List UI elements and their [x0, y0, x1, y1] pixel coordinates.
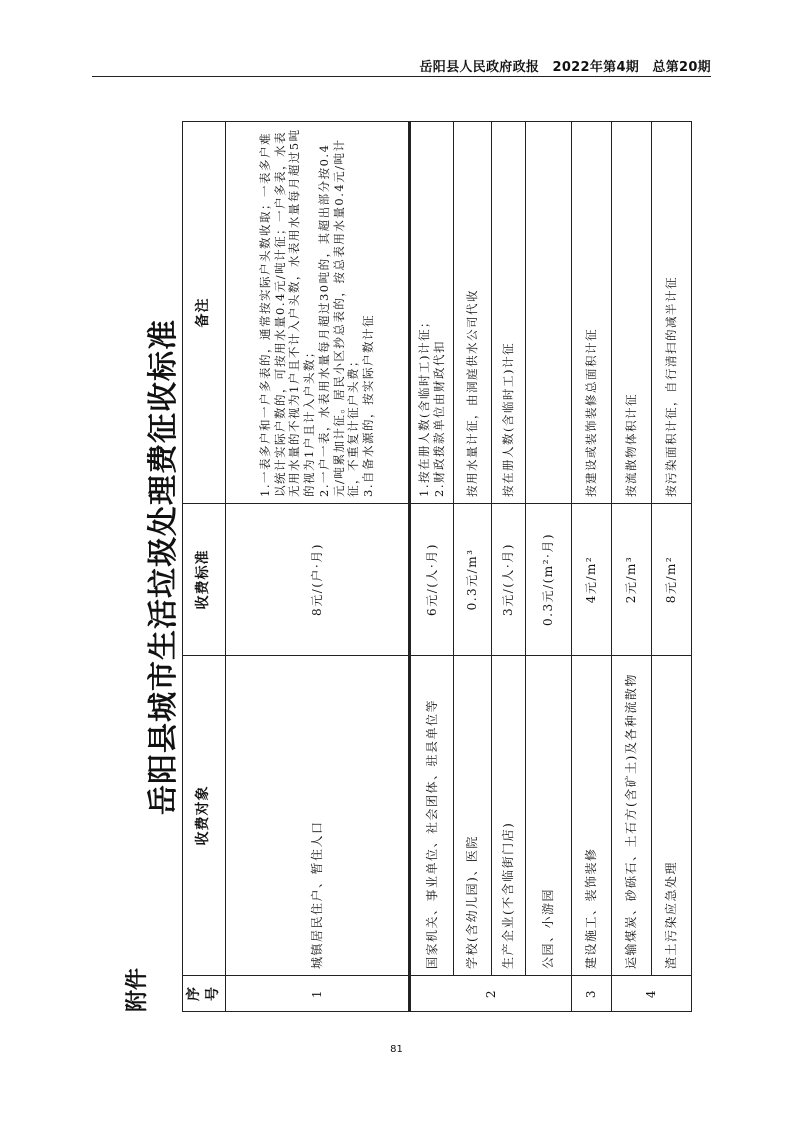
fee-standard: 2元/m³ — [611, 504, 651, 656]
table-row — [651, 122, 691, 1012]
table-row — [453, 122, 491, 1012]
note-line: 3.自备水源的，按实际户数计征 — [360, 314, 375, 497]
fee-object: 公园、小游园 — [525, 656, 571, 976]
fee-standard: 6元/(人·月) — [409, 504, 453, 656]
header-rule — [92, 76, 711, 77]
row-number: 3 — [571, 976, 611, 1012]
table-row — [525, 122, 571, 1012]
row-number: 2 — [409, 976, 571, 1012]
fee-note: 按在册人数(含临时工)计征 — [491, 122, 525, 504]
fee-object: 生产企业(不含临街门店) — [491, 656, 525, 976]
gazette-header: 岳阳县人民政府政报 2022年第4期 总第20期 — [419, 60, 711, 75]
fee-note: 按建设或装饰装修总面积计征 — [571, 122, 611, 504]
annex-label: 附件 — [125, 967, 150, 1012]
fee-standard: 8元/(户·月) — [225, 504, 409, 656]
header-no: 序号 — [183, 976, 226, 1012]
table-row — [571, 122, 611, 1012]
header-note: 备注 — [183, 122, 226, 504]
fee-standard-table — [182, 121, 692, 1012]
note-line: 1.按在册人数(含临时工)计征； — [417, 315, 432, 497]
fee-object: 运输煤炭、砂砾石、土石方(含矿土)及各种流散物 — [611, 656, 651, 976]
fee-object: 渣土污染应急处理 — [651, 656, 691, 976]
page-number: 81 — [390, 1044, 403, 1055]
fee-note — [525, 122, 571, 504]
fee-object: 学校(含幼儿园)、医院 — [453, 656, 491, 976]
fee-note — [225, 122, 409, 504]
fee-note — [409, 122, 453, 504]
fee-standard: 8元/m² — [651, 504, 691, 656]
row-number: 1 — [225, 976, 409, 1012]
fee-note: 按用水量计征，由洞庭供水公司代收 — [453, 122, 491, 504]
table-row — [611, 122, 651, 1012]
table-header-row — [183, 122, 226, 1012]
rotated-document-stage — [120, 122, 680, 1012]
fee-standard: 0.3元/m³ — [453, 504, 491, 656]
table-row — [491, 122, 525, 1012]
fee-standard: 4元/m² — [571, 504, 611, 656]
fee-object: 城镇居民住户、暂住人口 — [225, 656, 409, 976]
note-line: 2.一户一表，水表用水量每月超过30吨的，其超出部分按0.4元/吨累加计征。居民小区抄总表的，按总表用水量0.4元/吨计征，不重复计征户头费； — [316, 138, 361, 497]
table-row — [225, 122, 409, 1012]
fee-note: 按流散物体积计征 — [611, 122, 651, 504]
fee-standard: 0.3元/(m²·月) — [525, 504, 571, 656]
header-object: 收费对象 — [183, 656, 226, 976]
row-number: 4 — [611, 976, 691, 1012]
document-title: 岳阳县城市生活垃圾处理费征收标准 — [146, 319, 181, 815]
fee-standard: 3元/(人·月) — [491, 504, 525, 656]
note-line: 1.一表多户和一户多表的，通常按实际户头数收取；一表多户难以统计实际户数的，可按用水量0.4元/吨计征；一户多表，水表无用水量的不视为1户且不计入户头数，水表用水量每月超过5吨的视为1户且计入户头数； — [257, 128, 317, 497]
header-standard: 收费标准 — [183, 504, 226, 656]
fee-object: 国家机关、事业单位、社会团体、驻县单位等 — [409, 656, 453, 976]
fee-object: 建设施工、装饰装修 — [571, 656, 611, 976]
fee-note: 按污染面积计征，自行清扫的减半计征 — [651, 122, 691, 504]
table-row — [409, 122, 453, 1012]
note-line: 2.财政拨款单位由财政代扣 — [431, 340, 446, 497]
